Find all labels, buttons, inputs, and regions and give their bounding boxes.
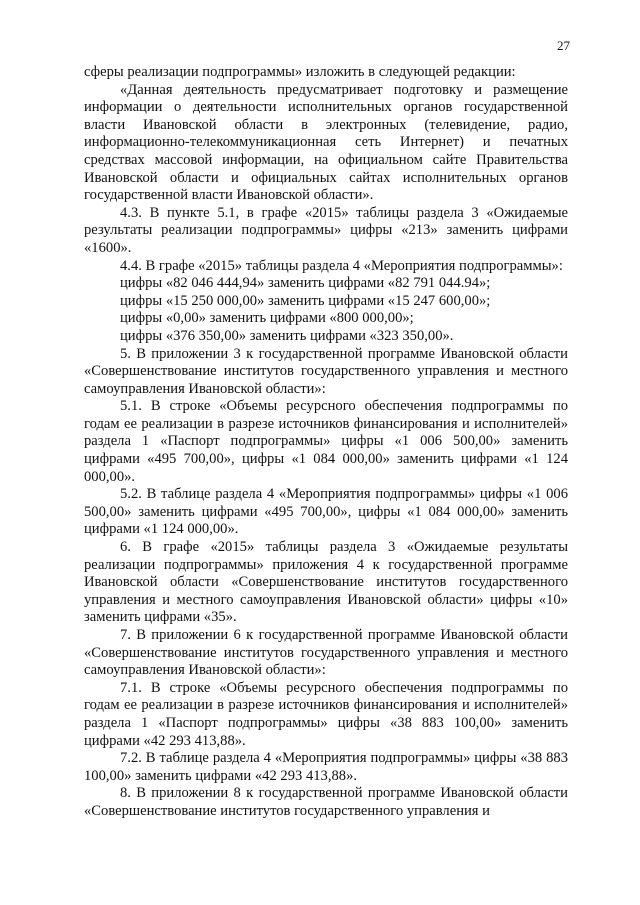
body-paragraph: 4.3. В пункте 5.1, в графе «2015» таблицы раздела 3 «Ожидаемые результаты реализации подпрограммы» цифры «213» заменить цифрами «1600». bbox=[84, 204, 568, 256]
body-paragraph: 5.2. В таблице раздела 4 «Мероприятия подпрограммы» цифры «1 006 500,00» заменить цифрами «495 700,00», цифры «1 084 000,00» заменить цифрами «1 124 000,00». bbox=[84, 486, 568, 538]
page-number: 27 bbox=[557, 38, 570, 53]
body-paragraph: 7. В приложении 6 к государственной программе Ивановской области «Совершенствование институтов государственного управления и местного самоуправления Ивановской области»: bbox=[84, 627, 568, 679]
body-paragraph: сферы реализации подпрограммы» изложить в следующей редакции: bbox=[84, 64, 516, 80]
amendment-line: цифры «0,00» заменить цифрами «800 000,00»; bbox=[120, 310, 414, 327]
body-paragraph: 5. В приложении 3 к государственной программе Ивановской области «Совершенствование институтов государственного управления и местного самоуправления Ивановской области»: bbox=[84, 345, 568, 397]
body-paragraph: 7.1. В строке «Объемы ресурсного обеспечения подпрограммы по годам ее реализации в разрезе источников финансирования и исполнителей» раздела 1 «Паспорт подпрограммы» цифры «38 883 100,00» заменить цифрами «42 293 413,88». bbox=[84, 679, 568, 749]
body-paragraph: 7.2. В таблице раздела 4 «Мероприятия подпрограммы» цифры «38 883 100,00» заменить цифрами «42 293 413,88». bbox=[84, 750, 568, 784]
body-paragraph: 4.4. В графе «2015» таблицы раздела 4 «Мероприятия подпрограммы»: bbox=[120, 257, 563, 274]
body-paragraph: 5.1. В строке «Объемы ресурсного обеспечения подпрограммы по годам ее реализации в разрезе источников финансирования и исполнителей» раздела 1 «Паспорт подпрограммы» цифры «1 006 500,00» заменить цифрами «495 700,00», цифры «1 084 000,00» заменить цифрами «1 124 000,00». bbox=[84, 398, 568, 485]
body-paragraph: 8. В приложении 8 к государственной программе Ивановской области «Совершенствование институтов государственного управления и bbox=[84, 785, 568, 819]
body-paragraph: 6. В графе «2015» таблицы раздела 3 «Ожидаемые результаты реализации подпрограммы» приложения 4 к государственной программе Ивановской области «Совершенствование институтов государственного управления и местного самоуправления Ивановской области» цифры «10» заменить цифрами «35». bbox=[84, 539, 568, 626]
amendment-line: цифры «82 046 444,94» заменить цифрами «82 791 044.94»; bbox=[120, 275, 491, 292]
document-body bbox=[84, 64, 568, 821]
amendment-line: цифры «15 250 000,00» заменить цифрами «15 247 600,00»; bbox=[120, 292, 491, 309]
body-paragraph: «Данная деятельность предусматривает подготовку и размещение информации о деятельности исполнительных органов государственной власти Ивановской области в электронных (телевидение, радио, информационно-телекоммуникационная сеть Интернет) и печатных средствах массовой информации, на официальном сайте Правительства Ивановской области и официальных сайтах исполнительных органов государственной власти Ивановской области». bbox=[84, 81, 568, 204]
amendment-line: цифры «376 350,00» заменить цифрами «323 350,00». bbox=[120, 327, 454, 344]
